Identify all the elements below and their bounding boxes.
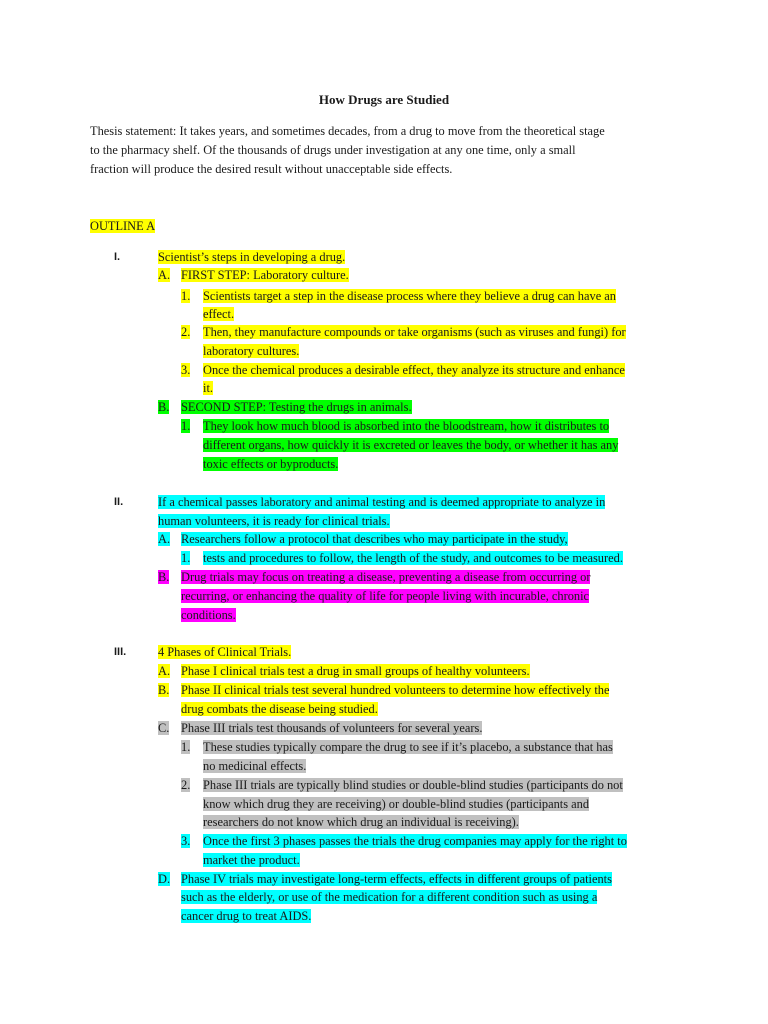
subsection-text: Phase III trials test thousands of volunteers for several years.	[181, 721, 483, 735]
item-number: 3.	[181, 834, 191, 848]
section-heading: 4 Phases of Clinical Trials.	[158, 645, 292, 659]
item-number: 2.	[181, 325, 191, 339]
item-text: researchers do not know which drug an individual is receiving).	[203, 815, 519, 829]
subsection-letter: B.	[158, 400, 170, 414]
item-text: They look how much blood is absorbed into the bloodstream, how it distributes to	[203, 419, 610, 433]
thesis-line: Thesis statement: It takes years, and sometimes decades, from a drug to move from the theoretical stage	[90, 124, 605, 138]
subsection-letter: A.	[158, 532, 171, 546]
item-text: effect.	[203, 307, 235, 321]
item-text: Once the chemical produces a desirable effect, they analyze its structure and enhance	[203, 363, 625, 377]
subsection-text: cancer drug to treat AIDS.	[181, 909, 312, 923]
subsection-letter: B.	[158, 570, 170, 584]
section-heading: Scientist’s steps in developing a drug.	[158, 250, 346, 264]
item-text: different organs, how quickly it is excreted or leaves the body, or whether it has any	[203, 438, 619, 452]
item-text: Then, they manufacture compounds or take organisms (such as viruses and fungi) for	[203, 325, 626, 339]
item-text: laboratory cultures.	[203, 344, 300, 358]
item-number: 1.	[181, 419, 191, 433]
item-text: Scientists target a step in the disease process where they believe a drug can have an	[203, 289, 616, 303]
subsection-text: such as the elderly, or use of the medication for a different condition such as using a	[181, 890, 598, 904]
item-text: it.	[203, 381, 213, 395]
item-number: 3.	[181, 363, 191, 377]
subsection-text: Researchers follow a protocol that describes who may participate in the study,	[181, 532, 568, 546]
item-text: Phase III trials are typically blind studies or double-blind studies (participants do not	[203, 778, 623, 792]
item-number: 1.	[181, 289, 191, 303]
subsection-text: recurring, or enhancing the quality of life for people living with incurable, chronic	[181, 589, 590, 603]
item-text: no medicinal effects.	[203, 759, 307, 773]
subsection-text: FIRST STEP: Laboratory culture.	[181, 268, 349, 282]
thesis-line: to the pharmacy shelf. Of the thousands of drugs under investigation at any one time, only a small	[90, 143, 576, 157]
section-heading: human volunteers, it is ready for clinical trials.	[158, 514, 390, 528]
item-text: market the product.	[203, 853, 300, 867]
section-numeral: I.	[114, 251, 121, 263]
subsection-letter: C.	[158, 721, 170, 735]
subsection-text: Drug trials may focus on treating a disease, preventing a disease from occurring or	[181, 570, 591, 584]
item-text: tests and procedures to follow, the length of the study, and outcomes to be measured.	[203, 551, 623, 565]
subsection-text: Phase II clinical trials test several hundred volunteers to determine how effectively the	[181, 683, 610, 697]
item-text: know which drug they are receiving) or double-blind studies (participants and	[203, 797, 590, 811]
section-heading: If a chemical passes laboratory and animal testing and is deemed appropriate to analyze in	[158, 495, 606, 509]
subsection-text: SECOND STEP: Testing the drugs in animals.	[181, 400, 412, 414]
item-text: These studies typically compare the drug to see if it’s placebo, a substance that has	[203, 740, 613, 754]
document-title: How Drugs are Studied	[318, 92, 450, 107]
subsection-letter: B.	[158, 683, 170, 697]
thesis-paragraph	[90, 122, 680, 179]
subsection-letter: A.	[158, 664, 171, 678]
thesis-line: fraction will produce the desired result without unacceptable side effects.	[90, 162, 453, 176]
subsection-text: Phase IV trials may investigate long-term effects, effects in different groups of patients	[181, 872, 612, 886]
subsection-letter: A.	[158, 268, 171, 282]
subsection-text: drug combats the disease being studied.	[181, 702, 378, 716]
section-numeral: II.	[114, 496, 124, 508]
outline-label	[90, 218, 155, 234]
subsection-text: conditions.	[181, 608, 236, 622]
section-numeral: III.	[114, 646, 127, 658]
subsection-text: Phase I clinical trials test a drug in small groups of healthy volunteers.	[181, 664, 530, 678]
item-number: 2.	[181, 778, 191, 792]
item-number: 1.	[181, 551, 191, 565]
subsection-letter: D.	[158, 872, 171, 886]
item-text: toxic effects or byproducts.	[203, 457, 339, 471]
outline-label-text: OUTLINE A	[90, 219, 156, 233]
item-number: 1.	[181, 740, 191, 754]
item-text: Once the first 3 phases passes the trials the drug companies may apply for the right to	[203, 834, 627, 848]
